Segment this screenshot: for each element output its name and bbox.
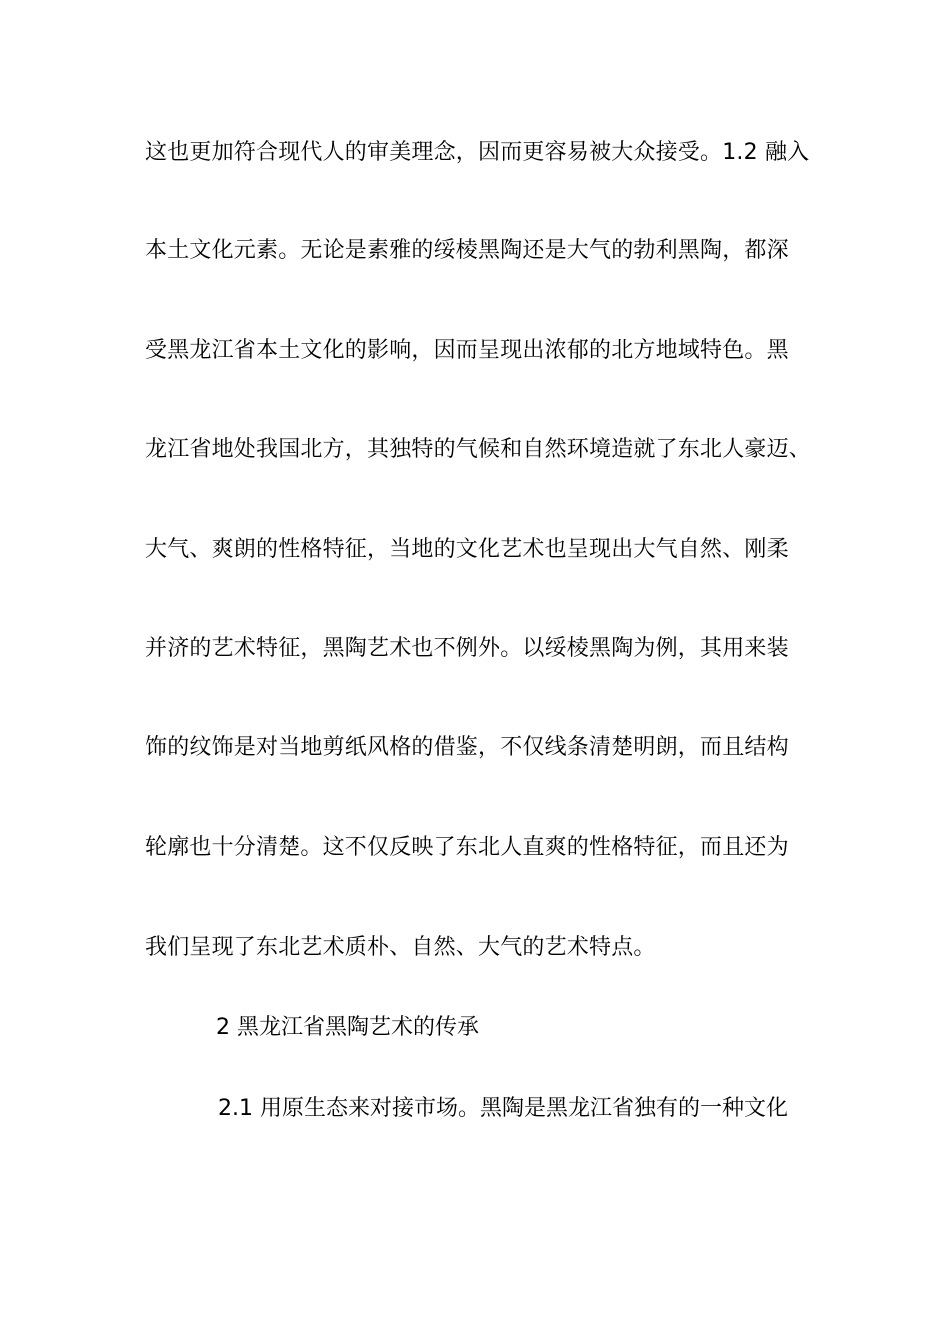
paragraph-line: 轮廓也十分清楚。这不仅反映了东北人直爽的性格特征，而且还为 — [145, 835, 789, 860]
paragraph-line: 大气、爽朗的性格特征，当地的文化艺术也呈现出大气自然、刚柔 — [145, 537, 789, 562]
paragraph-line: 我们呈现了东北艺术质朴、自然、大气的艺术特点。 — [145, 935, 656, 960]
paragraph-line: 龙江省地处我国北方，其独特的气候和自然环境造就了东北人豪迈、 — [145, 437, 812, 462]
paragraph-line: 这也更加符合现代人的审美理念，因而更容易被大众接受。1.2 融入 — [145, 140, 810, 165]
paragraph-line: 受黑龙江省本土文化的影响，因而呈现出浓郁的北方地域特色。黑 — [145, 338, 789, 363]
paragraph-line: 本土文化元素。无论是素雅的绥棱黑陶还是大气的勃利黑陶，都深 — [145, 238, 789, 263]
section-heading: 2 黑龙江省黑陶艺术的传承 — [216, 1015, 479, 1040]
paragraph-line: 并济的艺术特征，黑陶艺术也不例外。以绥棱黑陶为例，其用来装 — [145, 636, 789, 661]
paragraph-line: 饰的纹饰是对当地剪纸风格的借鉴，不仅线条清楚明朗，而且结构 — [145, 735, 789, 760]
subsection-line: 2.1 用原生态来对接市场。黑陶是黑龙江省独有的一种文化 — [218, 1096, 788, 1121]
